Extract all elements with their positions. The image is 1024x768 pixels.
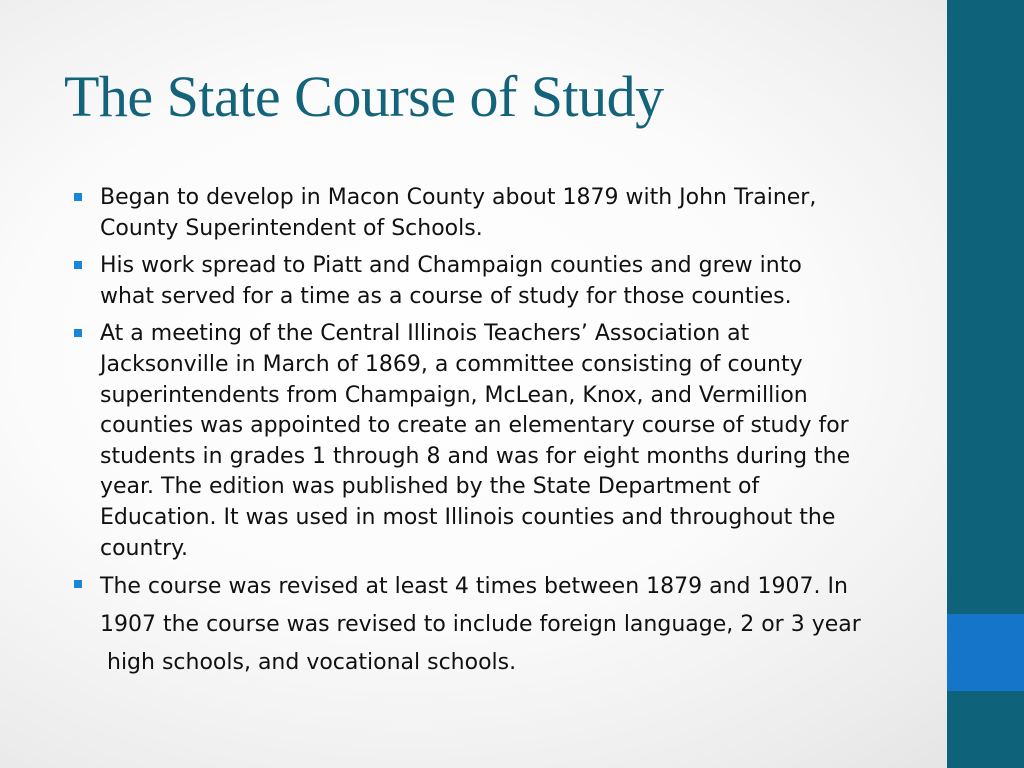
bullet-line: counties was appointed to create an elementary course of study for — [100, 413, 849, 439]
bullet-line: Began to develop in Macon County about 1879 with John Trainer, — [100, 185, 817, 210]
bullet-line: His work spread to Piatt and Champaign counties and grew into — [100, 253, 802, 279]
bullet-item — [72, 319, 902, 564]
sidebar-accent-block — [947, 614, 1024, 691]
bullet-line: country. — [100, 535, 188, 561]
bullet-line: The course was revised at least 4 times between 1879 and 1907. In — [100, 574, 848, 600]
square-bullet-icon — [74, 329, 82, 337]
bullet-line: students in grades 1 through 8 and was for eight months during the — [100, 443, 851, 469]
bullet-line: At a meeting of the Central Illinois Teachers’ Association at — [100, 321, 750, 347]
bullet-item — [72, 568, 902, 682]
bullet-line: County Superintendent of Schools. — [100, 215, 483, 241]
bullet-line: what served for a time as a course of study for those counties. — [100, 283, 792, 309]
bullet-line: 1907 the course was revised to include foreign language, 2 or 3 year — [100, 612, 861, 638]
bullet-line: year. The edition was published by the State Department of — [100, 474, 760, 500]
bullet-line: superintendents from Champaign, McLean, Knox, and Vermillion — [100, 382, 808, 408]
bullet-item — [72, 183, 902, 244]
bullet-list — [72, 183, 902, 689]
square-bullet-icon — [74, 193, 82, 201]
slide-title: The State Course of Study — [64, 64, 664, 129]
square-bullet-icon — [74, 261, 82, 269]
bullet-line: high schools, and vocational schools. — [107, 650, 517, 676]
square-bullet-icon — [74, 580, 82, 588]
bullet-line: Education. It was used in most Illinois counties and throughout the — [100, 504, 836, 530]
bullet-line: Jacksonville in March of 1869, a committee consisting of county — [100, 351, 803, 377]
bullet-item — [72, 251, 902, 312]
